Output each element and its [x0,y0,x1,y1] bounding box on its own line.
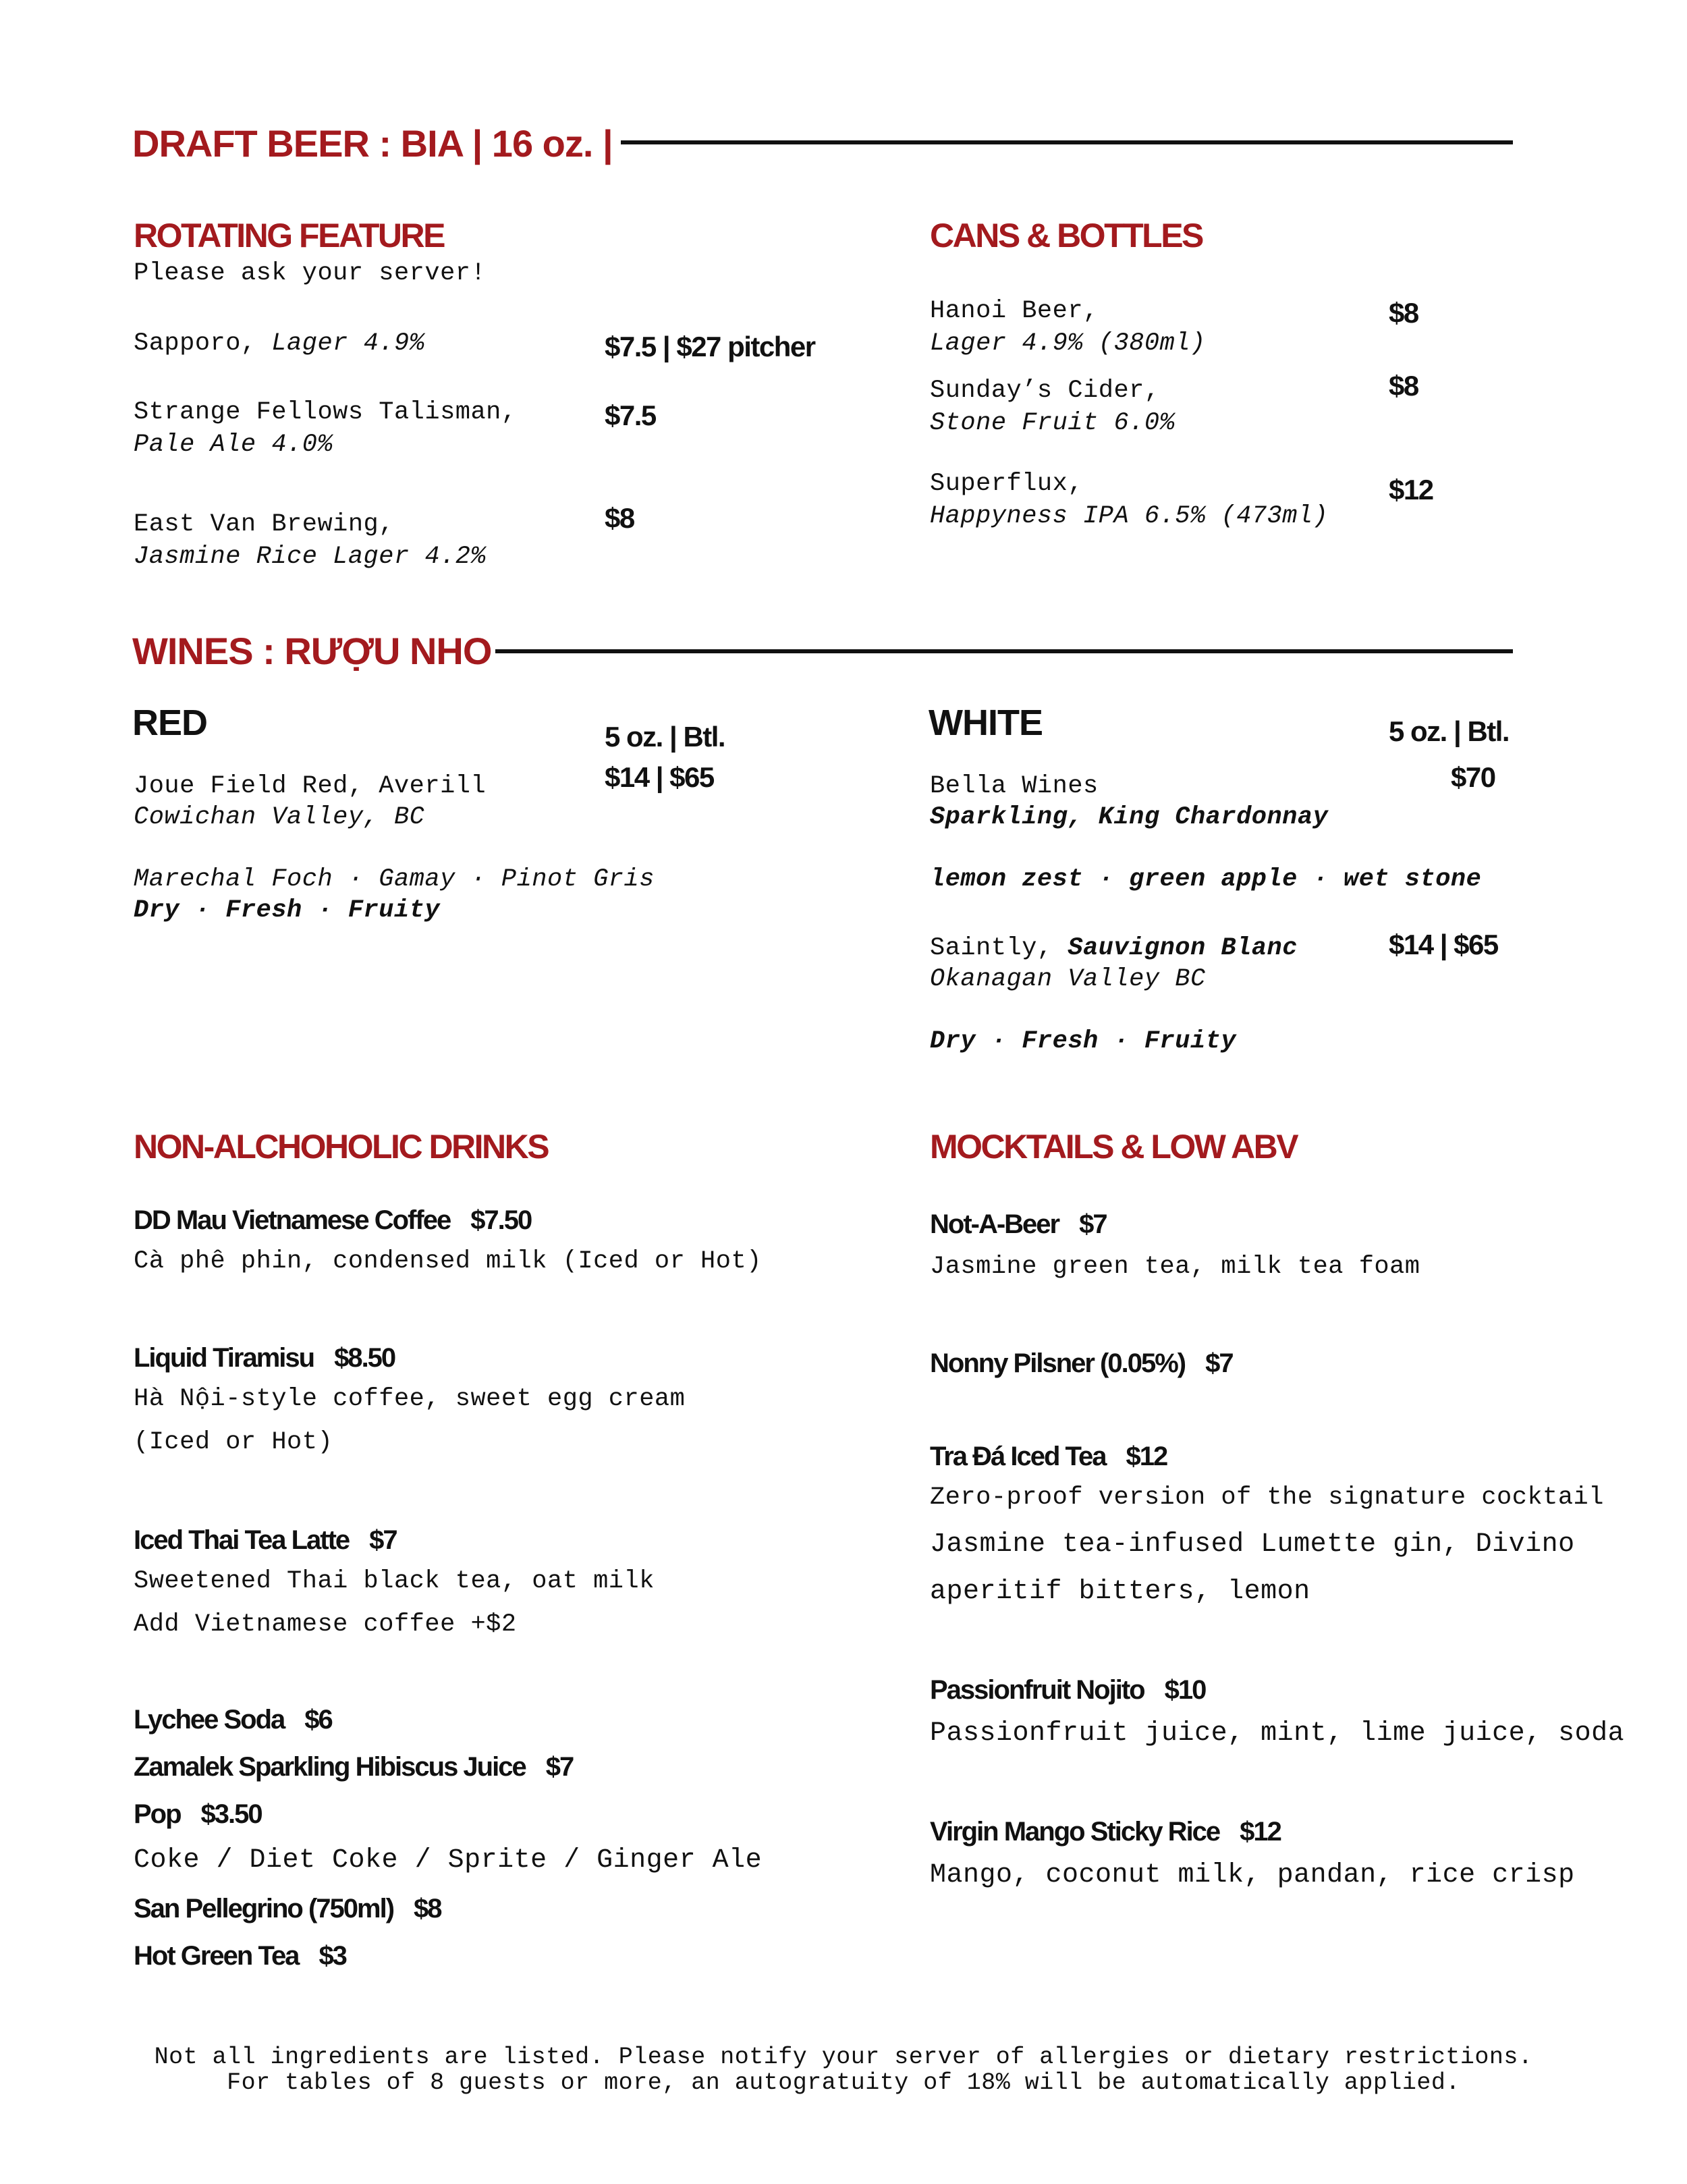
drink-name: Lychee Soda [134,1705,285,1735]
drink-name: Liquid Tiramisu [134,1343,314,1373]
red-wine-grapes: Marechal Foch · Gamay · Pinot Gris [134,865,655,894]
can-style: Lager 4.9% (380ml) [930,329,1206,358]
beer-style: Jasmine Rice Lager 4.2% [134,543,487,571]
draft-beer-divider [621,140,1513,144]
red-price: $14 | $65 [605,761,714,793]
mocktail-name: Virgin Mango Sticky Rice [930,1817,1220,1847]
mocktail-name: Tra Đá Iced Tea [930,1442,1106,1471]
mocktail-item [930,1817,1281,1847]
drink-price: $3.50 [200,1799,262,1829]
mocktail-item [930,1348,1233,1379]
mocktail-name: Nonny Pilsner (0.05%) [930,1348,1186,1378]
can-name: Hanoi Beer, [930,297,1099,325]
drink-desc: Add Vietnamese coffee +$2 [134,1610,517,1639]
white-wine-name [930,934,1298,962]
rotating-feature-note: Please ask your server! [134,259,487,288]
beer-price: $8 [605,502,634,534]
drink-item [134,1799,262,1830]
white-wine-detail: Okanagan Valley BC [930,965,1206,993]
mocktail-name: Passionfruit Nojito [930,1675,1144,1705]
white-wine-producer: Saintly, [930,934,1068,962]
can-style: Stone Fruit 6.0% [930,409,1176,437]
drink-price: $8.50 [334,1343,395,1373]
beer-price: $7.5 | $27 pitcher [605,331,815,362]
drink-desc: Coke / Diet Coke / Sprite / Ginger Ale [134,1845,763,1876]
drink-name: Pop [134,1799,181,1829]
mocktail-desc: Zero-proof version of the signature cocktail [930,1483,1604,1512]
draft-beer-title: DRAFT BEER : BIA | 16 oz. | [132,122,613,165]
drink-price: $3 [319,1941,346,1971]
white-wine-notes: Dry · Fresh · Fruity [930,1027,1237,1056]
drink-item [134,1752,573,1782]
drink-desc: (Iced or Hot) [134,1428,333,1456]
drink-price: $7.50 [470,1205,532,1235]
drink-item [134,1894,441,1924]
can-name: Sunday’s Cider, [930,377,1160,405]
beer-style: Pale Ale 4.0% [134,431,333,459]
mocktail-price: $12 [1126,1442,1167,1471]
can-style: Happyness IPA 6.5% (473ml) [930,502,1329,530]
drink-price: $6 [304,1705,332,1735]
beer-name: Strange Fellows Talisman, [134,398,517,427]
can-price: $12 [1389,474,1433,506]
red-wine-name: Joue Field Red, Averill [134,772,487,800]
mocktail-price: $7 [1079,1209,1107,1239]
mocktail-item [930,1675,1205,1705]
beer-name: Sapporo, [134,329,272,358]
drink-item [134,1205,531,1236]
white-wine-notes: lemon zest · green apple · wet stone [930,865,1482,894]
white-size-label: 5 oz. | Btl. [1389,715,1510,747]
drink-name: Hot Green Tea [134,1941,299,1971]
drink-item [134,1705,332,1735]
wines-divider [495,649,1513,653]
drink-name: San Pellegrino (750ml) [134,1894,394,1923]
white-wine-price: $70 [1451,761,1495,793]
mocktail-price: $10 [1164,1675,1206,1705]
can-name: Superflux, [930,470,1084,498]
mocktail-desc: aperitif bitters, lemon [930,1577,1310,1607]
drink-desc: Hà Nội-style coffee, sweet egg cream [134,1385,686,1413]
mocktail-item [930,1442,1167,1472]
can-price: $8 [1389,297,1418,329]
red-size-label: 5 oz. | Btl. [605,721,725,753]
can-price: $8 [1389,370,1418,402]
drink-desc: Cà phê phin, condensed milk (Iced or Hot) [134,1247,762,1276]
white-heading: WHITE [929,703,1043,743]
drink-price: $7 [369,1525,397,1555]
drink-desc: Sweetened Thai black tea, oat milk [134,1567,655,1595]
cans-bottles-heading: CANS & BOTTLES [930,217,1202,254]
beer-item-sapporo [134,329,424,358]
white-wine-name: Bella Wines [930,772,1099,800]
drink-price: $8 [414,1894,441,1923]
drink-name: Iced Thai Tea Latte [134,1525,350,1555]
rotating-feature-heading: ROTATING FEATURE [134,217,444,254]
drink-item [134,1941,346,1971]
white-wine-price: $14 | $65 [1389,929,1498,960]
wines-title: WINES : RƯỢU NHO [132,630,492,672]
drink-item [134,1343,395,1373]
drink-item [134,1525,397,1556]
mocktail-desc: Passionfruit juice, mint, lime juice, soda [930,1718,1625,1749]
red-wine-region: Cowichan Valley, BC [134,803,425,831]
drink-price: $7 [545,1752,574,1782]
beer-style: Lager 4.9% [271,329,425,358]
footer-allergy-note: Not all ingredients are listed. Please notify your server of allergies or dietary restrictions. [154,2044,1533,2071]
mocktail-price: $12 [1240,1817,1281,1847]
non-alcoholic-heading: NON-ALCHOHOLIC DRINKS [134,1128,549,1166]
beer-price: $7.5 [605,400,656,431]
mocktail-item [930,1209,1107,1240]
mocktail-desc: Jasmine tea-infused Lumette gin, Divino [930,1529,1575,1560]
white-wine-detail: Sparkling, King Chardonnay [930,803,1329,831]
red-heading: RED [132,703,208,743]
red-wine-notes: Dry · Fresh · Fruity [134,896,441,925]
mocktail-name: Not-A-Beer [930,1209,1059,1239]
footer-gratuity-note: For tables of 8 guests or more, an autogratuity of 18% will be automatically applied. [227,2069,1460,2096]
mocktail-desc: Mango, coconut milk, pandan, rice crisp [930,1860,1575,1890]
mocktail-desc: Jasmine green tea, milk tea foam [930,1253,1420,1281]
drink-name: Zamalek Sparkling Hibiscus Juice [134,1752,526,1782]
mocktails-heading: MOCKTAILS & LOW ABV [930,1128,1298,1166]
white-wine-varietal: Sauvignon Blanc [1068,934,1298,962]
beer-name: East Van Brewing, [134,510,394,539]
mocktail-price: $7 [1205,1348,1233,1378]
drink-name: DD Mau Vietnamese Coffee [134,1205,451,1235]
